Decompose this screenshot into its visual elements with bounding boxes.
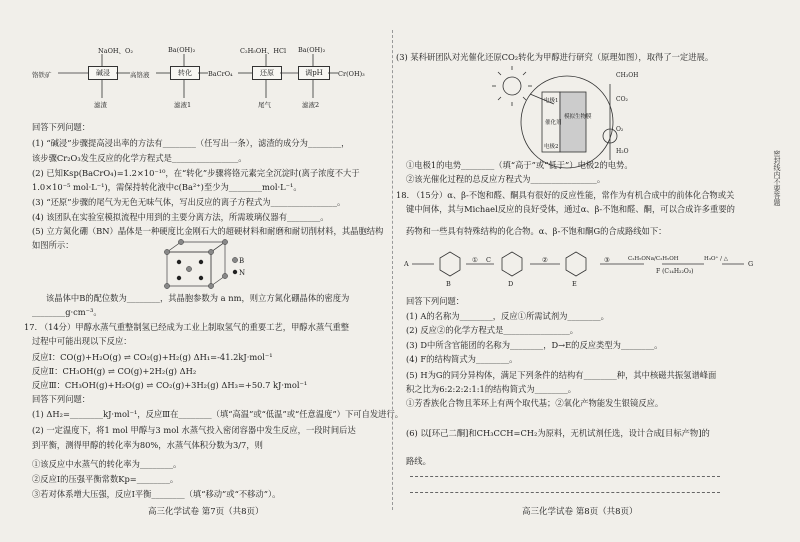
q17-2e: ③若对体系增大压强，反应Ⅰ平衡________（填“移动”或“不移动”）。: [32, 489, 281, 499]
diagram-h2o: H₂O: [616, 148, 629, 155]
route-r1: ①: [472, 256, 478, 264]
q16-2b: 1.0×10⁻⁵ mol·L⁻¹)，需保持转化液中c(Ba²⁺)至少为________mol·L⁻¹。: [32, 182, 302, 192]
q16-6a: ①电极1的电势________（填“高于”或“低于”）电极2的电势。: [406, 160, 633, 170]
q17-2b: 到平衡，测得甲醇的转化率为80%，水蒸气体积分数为3/7，则: [32, 440, 263, 450]
flow-reagent2: Ba(OH)₂: [168, 46, 196, 54]
q17-2a: (2) 一定温度下，将1 mol 甲醇与3 mol 水蒸气投入密闭容器中发生反应，一段时间后达: [32, 425, 356, 435]
photocatalysis-diagram: [482, 64, 642, 174]
q18-2: (2) 反应②的化学方程式是________________。: [406, 325, 579, 335]
flow-product: Cr(OH)₃: [338, 70, 365, 78]
seal-line-note: 密封线内不要答题: [773, 150, 781, 206]
q16-6b: ②该光催化过程的总反应方程式为________________。: [406, 174, 606, 184]
right-column: [396, 0, 760, 542]
q17-reaction2: 反应Ⅱ：CH₃OH(g) ⇌ CO(g)+2H₂(g) ΔH₂: [32, 366, 197, 376]
q16-4: (4) 该团队在实验室模拟流程中用到的主要分离方法，所需玻璃仪器有________。: [32, 212, 329, 222]
q16-3: (3) “还原”步骤的尾气为无色无味气体，写出反应的离子方程式为________________。: [32, 197, 346, 207]
q18-5a: (5) H为G的同分异构体，满足下列条件的结构有________种，其中核磁共振氢谱峰面: [406, 370, 717, 380]
q18-intro3: 药物和一些具有特殊结构的化合物。α、β-不饱和酮G的合成路线如下：: [406, 226, 667, 236]
route-b: B: [446, 280, 451, 288]
flow-reagent4: Ba(OH)₂: [298, 46, 326, 54]
left-page-footer: 高三化学试卷 第7页（共8页）: [148, 507, 264, 517]
q18-3: (3) D中所含官能团的名称为________，D→E的反应类型为________。: [406, 340, 663, 350]
q18-6b: 路线。: [406, 456, 431, 466]
diagram-co2: CO₂: [616, 96, 628, 103]
left-column: [24, 0, 404, 542]
synthesis-route: [404, 246, 760, 292]
q16-6: (3) 某科研团队对光催化还原CO₂转化为甲醇进行研究（原理如图），取得了一定进展。: [396, 52, 714, 62]
q16-1b: 该步骤Cr₂O₃发生反应的化学方程式是________________。: [32, 153, 247, 163]
q17-1: (1) ΔH₂=________kJ·mol⁻¹，反应Ⅲ在________（填“高温”或“低温”或“任意温度”）下可自发进行。: [32, 409, 404, 419]
diagram-membrane: 模拟生物膜: [564, 114, 592, 120]
flow-filtrate2: 滤液2: [302, 101, 320, 109]
route-d: D: [508, 280, 514, 288]
q17-reaction1: 反应Ⅰ：CO(g)+H₂O(g) ⇌ CO₂(g)+H₂(g) ΔH₁=-41.2kJ·mol⁻¹: [32, 352, 273, 362]
q18-prompt: 回答下列问题：: [406, 296, 465, 306]
diagram-ch3oh: CH₃OH: [616, 72, 639, 79]
q16-5d: ________g·cm⁻³。: [32, 307, 102, 317]
flow-reagent1: NaOH、O₂: [98, 47, 133, 55]
q18-5b: 积之比为6:2:2:2:1:1的结构简式为________。: [406, 384, 577, 394]
route-c: C: [486, 256, 491, 264]
legend-b: B: [239, 257, 245, 265]
flow-residue: 滤渣: [94, 101, 107, 109]
q17-intro: 17. （14分）甲醇水蒸气重整制氢已经成为工业上制取氢气的重要工艺，甲醇水蒸气重整: [24, 322, 350, 332]
q16-1a: (1) “碱浸”步骤提高浸出率的方法有________（任写出一条），滤渣的成分为________，: [32, 138, 350, 148]
diagram-o2: O₂: [616, 126, 624, 133]
flow-step-reduce: 还原: [252, 66, 282, 80]
flow-mid2: BaCrO₄: [208, 70, 233, 78]
q18-5c: ①芳香族化合物且苯环上有两个取代基；②氧化产物能发生银镜反应。: [406, 398, 664, 408]
diagram-catalyst: 催化剂: [545, 120, 562, 126]
q16-5b: 如图所示：: [32, 240, 74, 250]
route-r2: ②: [542, 256, 548, 264]
q17-prompt: 回答下列问题：: [32, 394, 91, 404]
q18-6a: (6) 以[环己二酮]和CH₃CCH=CH₂为原料，无机试剂任选，设计合成[目标产物]的: [406, 428, 710, 438]
flow-step-leach: 碱浸: [88, 66, 118, 80]
legend-n: N: [239, 269, 246, 277]
route-r3: ③: [604, 256, 610, 264]
route-reagent2: H₃O⁺ / △: [704, 256, 728, 262]
flow-filtrate1: 滤液1: [174, 101, 192, 109]
route-a: A: [404, 260, 409, 268]
diagram-electrode2: 电极2: [544, 144, 559, 150]
answer-line-1: [410, 476, 720, 477]
flowchart-arrows: [30, 40, 378, 110]
flow-gas: 尾气: [258, 101, 271, 109]
flow-step-ph: 调pH: [298, 66, 330, 80]
diagram-electrode1: 电极1: [544, 98, 559, 104]
flow-step-convert: 转化: [170, 66, 200, 80]
q17-reaction3: 反应Ⅲ：CH₃OH(g)+H₂O(g) ⇌ CO₂(g)+3H₂(g) ΔH₃=+50.7 kJ·mol⁻¹: [32, 380, 308, 390]
route-f: F (C₁₄H₂₂O₃): [656, 268, 694, 275]
route-e: E: [572, 280, 577, 288]
q18-4: (4) F的结构简式为________。: [406, 354, 518, 364]
q16-prompt: 回答下列问题：: [32, 122, 91, 132]
column-divider: [392, 30, 393, 510]
answer-line-2: [410, 492, 720, 493]
route-reagent: C₂H₅ONa/C₂H₅OH: [628, 256, 679, 262]
q17-2c: ①该反应中水蒸气的转化率为________。: [32, 459, 182, 469]
q16-5c: 该晶体中B的配位数为________，其晶胞参数为 a nm，则立方氮化硼晶体的密度为: [46, 293, 350, 303]
q16-2a: (2) 已知Ksp(BaCrO₄)=1.2×10⁻¹⁰，在“转化”步骤将铬元素完全沉淀时(离子浓度不大于: [32, 168, 360, 178]
q18-intro1: 18. （15分）α、β-不饱和醛、酮具有很好的反应性能，常作为有机合成中的前体化合物或关: [396, 190, 735, 200]
right-page-footer: 高三化学试卷 第8页（共8页）: [522, 507, 638, 517]
route-g: G: [748, 260, 754, 268]
flow-mid1: 高铬液: [130, 71, 150, 79]
flow-ore: 铬铁矿: [32, 71, 52, 79]
q18-1: (1) A的名称为________，反应①所需试剂为________。: [406, 311, 609, 321]
flow-reagent3: C₂H₅OH、HCl: [240, 47, 287, 55]
q17-intro2: 过程中可能出现以下反应：: [32, 336, 132, 346]
q16-5a: (5) 立方氮化硼（BN）晶体是一种硬度比金刚石大的超硬材料和耐磨和耐切削材料，其晶胞结构: [32, 226, 384, 236]
q17-2d: ②反应Ⅰ的压强平衡常数Kp=________。: [32, 474, 179, 484]
q18-intro2: 键中间体，其与Michael反应的良好受体，通过α、β-不饱和醛、酮，可以合成许多重要的: [406, 204, 735, 214]
